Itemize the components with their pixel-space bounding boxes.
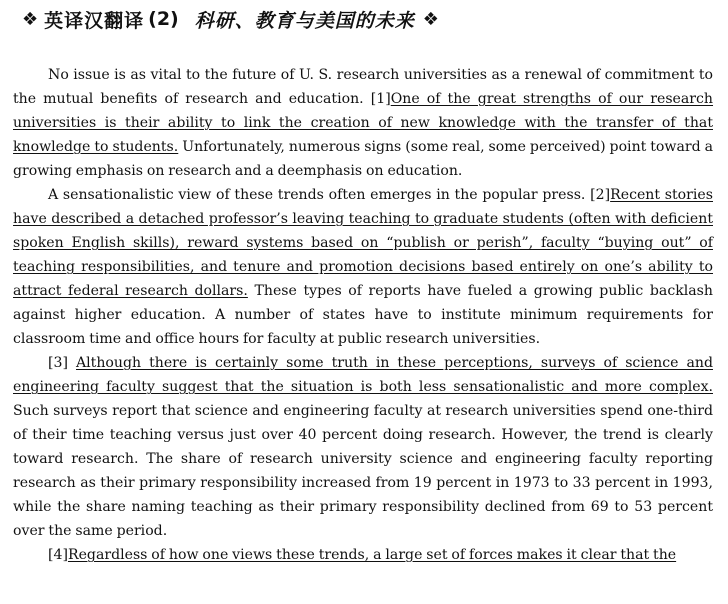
paragraph-1 — [13, 63, 713, 183]
article-body — [13, 63, 713, 567]
underlined-sentence-3: Although there is certainly some truth in these perceptions, surveys of science and engineering faculty suggest that the situation is both less sensationalistic and more complex. — [13, 355, 713, 395]
sentence-marker-2: [2] — [590, 187, 611, 203]
paragraph-text: A sensationalistic view of these trends often emerges in the popular press. — [48, 187, 586, 203]
title-subject: 科研、教育与美国的未来 — [194, 9, 415, 32]
underlined-sentence-1: One of the great strengths of our research universities is their ability to link the creation of new knowledge with the transfer of that knowledge to students. — [13, 91, 714, 155]
paragraph-3 — [13, 351, 713, 543]
paragraph-text: These types of reports have fueled a growing public backlash against higher education. A number of states have to institute minimum requirements for classroom time and office hours for faculty at public research universities. — [13, 283, 713, 347]
paragraph-text: Unfortunately, numerous signs (some real, some perceived) point toward a growing emphasis on research and a deemphasis on education. — [13, 139, 713, 179]
ornament-left-icon: ❖ — [22, 8, 39, 30]
document-title — [22, 5, 439, 33]
title-label: 英译汉翻译 — [44, 9, 145, 32]
paragraph-2 — [13, 183, 713, 351]
sentence-marker-1: [1] — [370, 91, 391, 107]
paragraph-text: No issue is as vital to the future of U. S. research universities as a renewal of commitment to the mutual benefits of research and education. — [13, 67, 713, 107]
underlined-sentence-4: Regardless of how one views these trends, a large set of forces makes it clear that the — [67, 547, 677, 563]
underlined-sentence-2: Recent stories have described a detached professor’s leaving teaching to graduate students (often with deficient spoken English skills), reward systems based on “publish or perish”, faculty “buying out” of teaching responsibilities, and tenure and promotion decisions based entirely on one’s ability to attract federal research dollars. — [13, 187, 713, 299]
ornament-right-icon: ❖ — [422, 8, 439, 30]
sentence-marker-3: [3] — [48, 355, 68, 371]
title-number: (2) — [148, 8, 179, 30]
paragraph-text: Such surveys report that science and engineering faculty at research universities spend one-third of their time teaching versus just over 40 percent doing research. However, the trend is clearly toward research. The share of research university science and engineering faculty reporting research as their primary responsibility increased from 19 percent in 1973 to 33 percent in 1993, while the share naming teaching as their primary responsibility declined from 69 to 53 percent over the same period. — [13, 403, 713, 539]
sentence-marker-4: [4] — [48, 547, 68, 563]
paragraph-4 — [13, 543, 713, 567]
